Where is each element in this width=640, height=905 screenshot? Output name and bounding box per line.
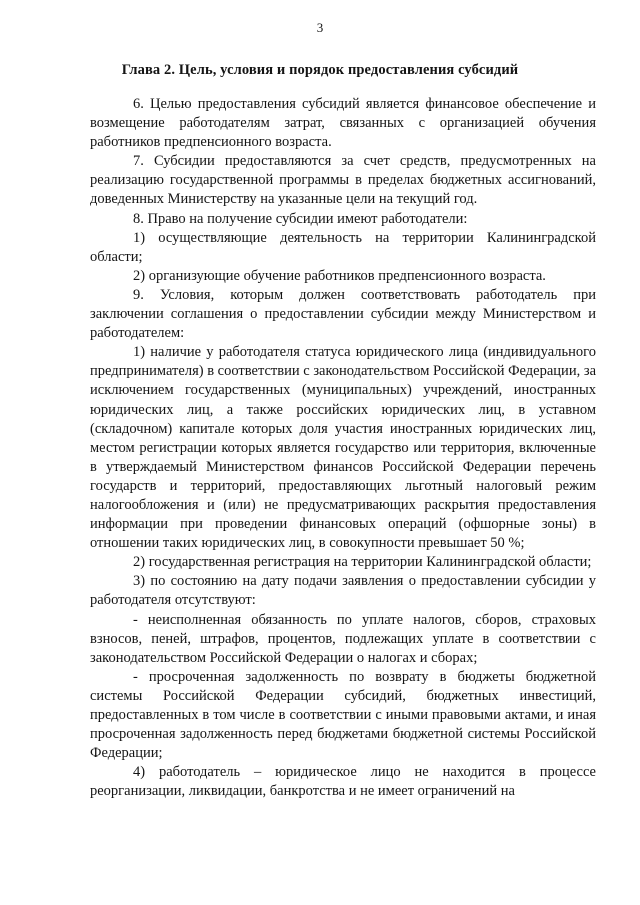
paragraph-9-item-4: 4) работодатель – юридическое лицо не находится в процессе реорганизации, ликвидации, банкротства и не имеет ограничений на: [90, 764, 596, 800]
document-body: [90, 95, 596, 801]
paragraph-9-item-3-overdue-debt: - просроченная задолженность по возврату в бюджеты бюджетной системы Российской Федерации субсидий, бюджетных инвестиций, предоставленных в том числе в соответствии с иными правовыми актами, и иная просроченная задолженность перед бюджетами бюджетной системы Российской Федерации;: [90, 668, 596, 762]
paragraph-9-item-1: 1) наличие у работодателя статуса юридического лица (индивидуального предпринимателя) в соответствии с законодательством Российской Федерации, за исключением государственных (муниципальных) учреждений, иностранных юридических лиц, а также российских юридических лиц, в уставном (складочном) капитале которых доля участия иностранных юридических лиц, местом регистрации которых является государство или территория, включенные в утверждаемый Министерством финансов Российской Федерации перечень государств и территорий, предоставляющих льготный налоговый режим налогообложения и (или) не предусматривающих раскрытия предоставления информации при проведении финансовых операций (офшорные зоны) в отношении таких юридических лиц, в совокупности превышает 50 %;: [90, 344, 596, 552]
paragraph-8-eligibility: 8. Право на получение субсидии имеют работодатели:: [133, 210, 468, 227]
paragraph-7-funding: 7. Субсидии предоставляются за счет средств, предусмотренных на реализацию государственной программы в пределах бюджетных ассигнований, доведенных Министерству на указанные цели на текущий год.: [90, 153, 596, 208]
chapter-title: Глава 2. Цель, условия и порядок предоставления субсидий: [121, 62, 519, 78]
paragraph-9-conditions: 9. Условия, которым должен соответствовать работодатель при заключении соглашения о предоставлении субсидии между Министерством и работодателем:: [90, 286, 596, 342]
paragraph-6-purpose: 6. Целью предоставления субсидий является финансовое обеспечение и возмещение работодателям затрат, связанных с организацией обучения работников предпенсионного возраста.: [90, 96, 596, 151]
paragraph-8-item-2: 2) организующие обучение работников предпенсионного возраста.: [133, 267, 546, 284]
paragraph-9-item-3: 3) по состоянию на дату подачи заявления о предоставлении субсидии у работодателя отсутствуют:: [90, 573, 596, 609]
paragraph-9-item-2: 2) государственная регистрация на территории Калининградской области;: [133, 554, 592, 571]
page-number: 3: [316, 20, 324, 35]
paragraph-8-item-1: 1) осуществляющие деятельность на территории Калининградской области;: [90, 229, 596, 265]
paragraph-9-item-3-tax-debt: - неисполненная обязанность по уплате налогов, сборов, страховых взносов, пеней, штрафов, процентов, подлежащих уплате в соответствии с законодательством Российской Федерации о налогах и сборах;: [90, 611, 596, 666]
